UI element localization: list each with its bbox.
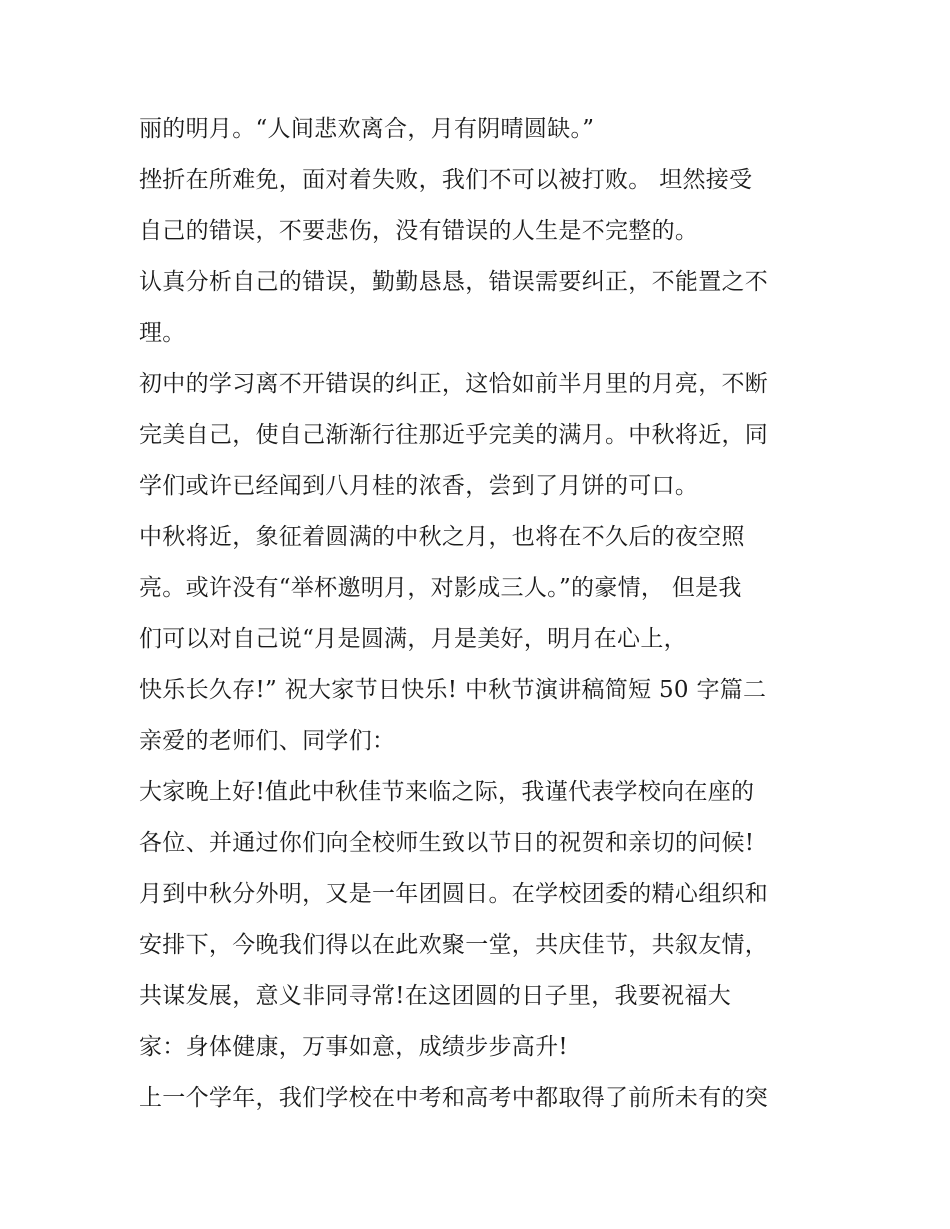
text-line: 亮。或许没有“举杯邀明月，对影成三人。”的豪情， 但是我 <box>139 575 742 601</box>
text-line: 丽的明月。“人间悲欢离合，月有阴晴圆缺。” <box>139 116 595 142</box>
text-line: 快乐长久存!” 祝大家节日快乐! 中秋节演讲稿简短 50 字篇二 <box>139 677 767 703</box>
text-line: 中秋将近，象征着圆满的中秋之月，也将在不久后的夜空照 <box>139 524 745 550</box>
text-line: 自己的错误，不要悲伤，没有错误的人生是不完整的。 <box>139 218 699 244</box>
text-line: 们可以对自己说“月是圆满，月是美好，明月在心上， <box>139 626 687 652</box>
text-line: 大家晚上好!值此中秋佳节来临之际，我谨代表学校向在座的 <box>139 779 755 805</box>
text-line: 安排下，今晚我们得以在此欢聚一堂，共庆佳节，共叙友情， <box>139 932 769 958</box>
text-line: 上一个学年，我们学校在中考和高考中都取得了前所未有的突 <box>139 1085 769 1111</box>
document-body <box>139 104 829 1124</box>
text-line: 各位、并通过你们向全校师生致以节日的祝贺和亲切的问候! <box>139 830 755 856</box>
text-line: 亲爱的老师们、同学们： <box>139 728 396 754</box>
text-line: 完美自己，使自己渐渐行往那近乎完美的满月。中秋将近，同 <box>139 422 769 448</box>
text-line: 共谋发展，意义非同寻常!在这团圆的日子里，我要祝福大 <box>139 983 732 1009</box>
text-line: 家：身体健康，万事如意，成绩步步高升! <box>139 1034 568 1060</box>
text-line: 理。 <box>139 320 186 346</box>
text-line: 初中的学习离不开错误的纠正，这恰如前半月里的月亮，不断 <box>139 371 769 397</box>
text-line: 学们或许已经闻到八月桂的浓香，尝到了月饼的可口。 <box>139 473 699 499</box>
text-line: 月到中秋分外明，又是一年团圆日。在学校团委的精心组织和 <box>139 881 769 907</box>
text-line: 挫折在所难免，面对着失败，我们不可以被打败。 坦然接受 <box>139 167 753 193</box>
text-line: 认真分析自己的错误，勤勤恳恳，错误需要纠正，不能置之不 <box>139 269 769 295</box>
